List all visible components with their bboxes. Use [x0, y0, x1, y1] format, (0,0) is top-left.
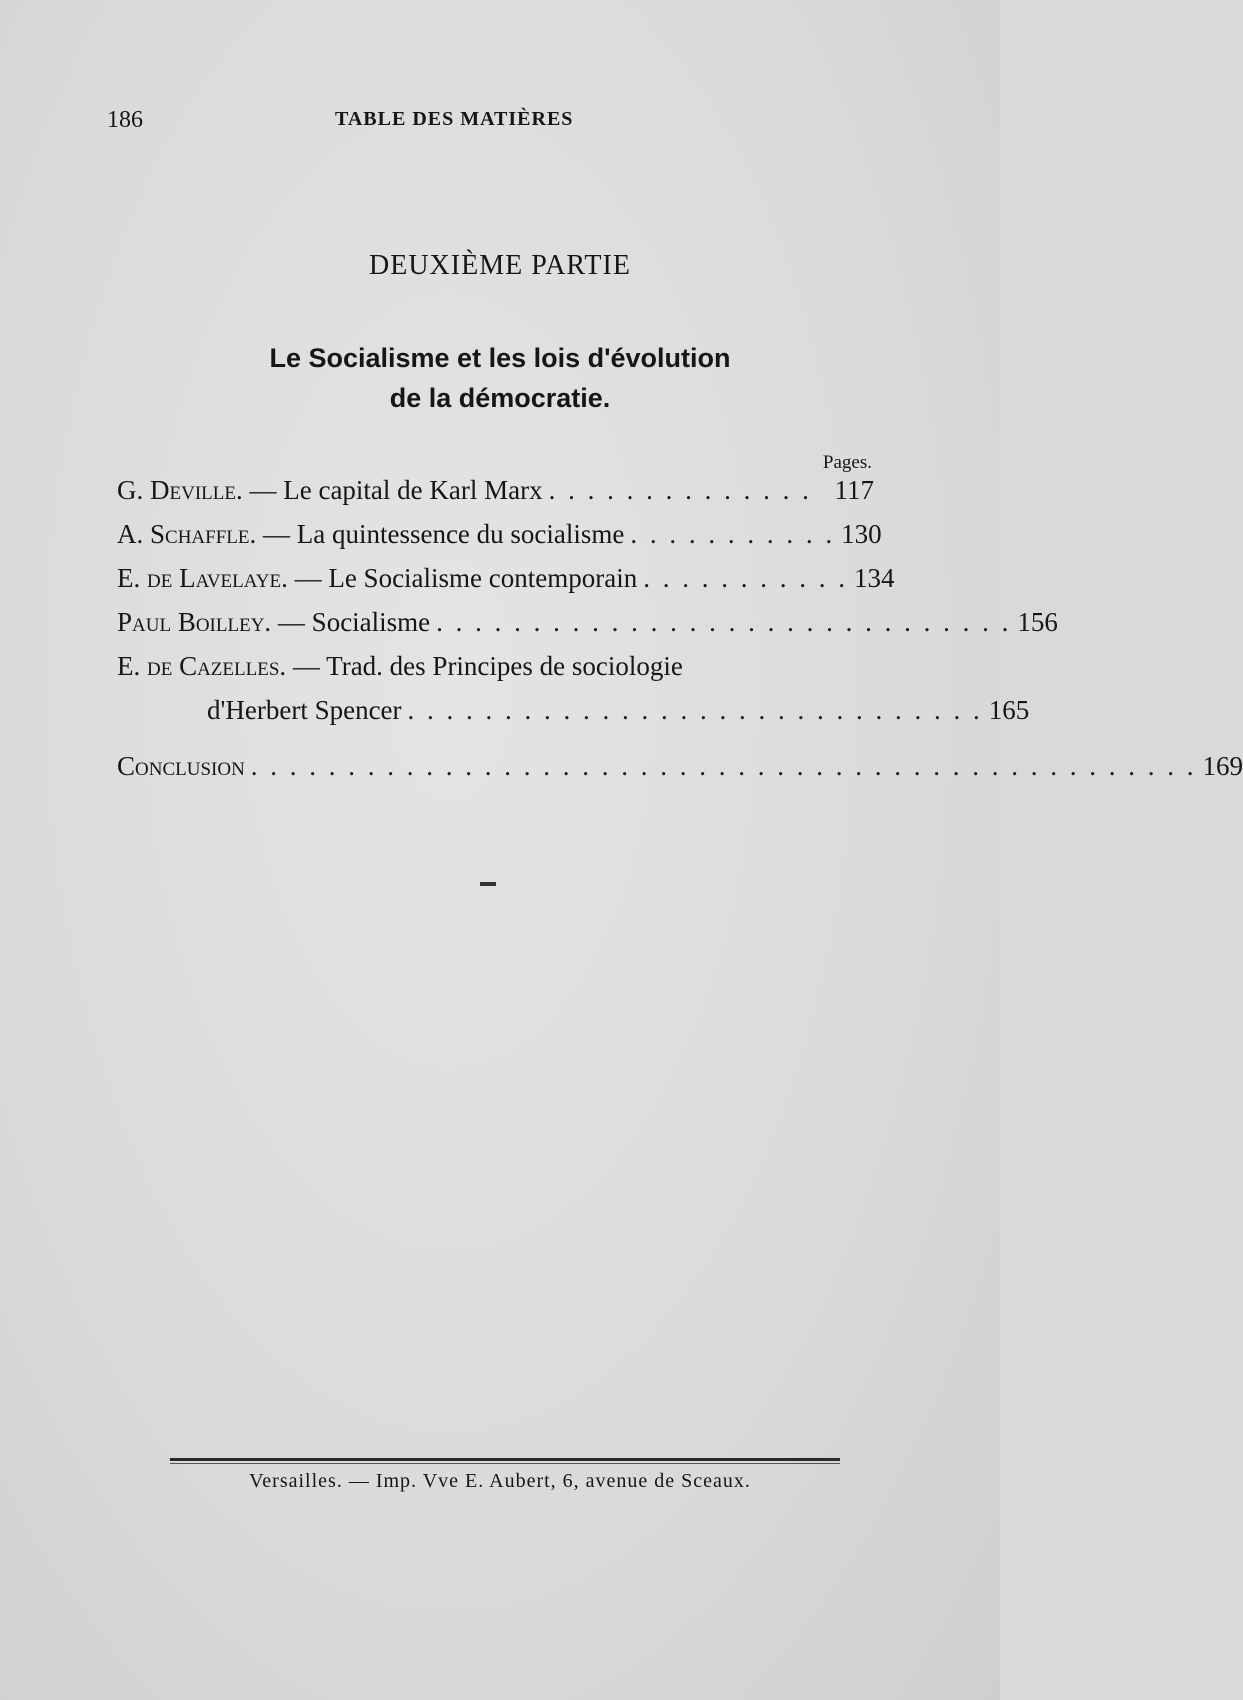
colophon-rule: [170, 1458, 840, 1461]
toc-page-number: 165: [988, 695, 1030, 725]
toc-entry: [117, 475, 874, 519]
toc-author: G. Deville.: [117, 475, 243, 505]
toc-conclusion: [117, 751, 1243, 795]
dot-leader: . . . . . . . . . . . . . .: [548, 475, 812, 505]
toc-author: Paul Boilley.: [117, 607, 272, 637]
part-title: DEUXIÈME PARTIE: [369, 250, 631, 281]
toc-entry-text: [117, 651, 683, 682]
toc-author: E. de Lavelaye.: [117, 563, 288, 593]
table-of-contents: [117, 475, 1243, 795]
ornament-dash: [480, 882, 496, 886]
toc-title: Conclusion: [117, 751, 245, 781]
toc-page-number: 169: [1202, 751, 1243, 781]
dot-leader: . . . . . . . . . . . . . . . . . . . . . . . . . . . . . . . . . . . . . . . . . . . . . . . . .: [250, 751, 1197, 781]
spacer: [117, 739, 874, 751]
toc-title: — Le capital de Karl Marx: [249, 475, 543, 505]
dot-leader: . . . . . . . . . . . . . . . . . . . . . . . . . . . . . .: [436, 607, 1012, 637]
toc-title: — Trad. des Principes de sociologie: [292, 651, 683, 681]
running-head: TABLE DES MATIÈRES: [335, 108, 574, 130]
toc-entry: [117, 651, 874, 695]
dot-leader: . . . . . . . . . . .: [630, 519, 836, 549]
toc-title: — Socialisme: [277, 607, 431, 637]
toc-page-number: 117: [834, 475, 874, 505]
toc-page-number: 156: [1017, 607, 1058, 637]
toc-page-number: 130: [841, 519, 882, 549]
dot-leader: . . . . . . . . . . . . . . . . . . . . . . . . . . . . . .: [407, 695, 983, 725]
section-title-line-1: Le Socialisme et les lois d'évolution: [269, 343, 731, 373]
toc-title: — La quintessence du socialisme: [262, 519, 625, 549]
colophon-rule-thin: [170, 1463, 840, 1464]
toc-entry: [117, 607, 1058, 651]
dot-leader: . . . . . . . . . . .: [643, 563, 848, 593]
toc-entry-text: [207, 695, 402, 726]
toc-entry-text: [117, 607, 430, 638]
page-number: 186: [107, 107, 143, 133]
toc-title: — Le Socialisme contemporain: [294, 563, 638, 593]
toc-entry: [117, 563, 895, 607]
toc-entry-continuation: [117, 695, 1030, 739]
toc-entry: [117, 519, 882, 563]
pages-column-label: Pages.: [822, 452, 872, 473]
section-title: [0, 338, 1000, 418]
toc-entry-text: [117, 475, 543, 506]
toc-author: E. de Cazelles.: [117, 651, 287, 681]
toc-page-number: 134: [853, 563, 895, 593]
toc-author: A. Schaffle.: [117, 519, 257, 549]
section-title-line-2: de la démocratie.: [389, 383, 611, 413]
toc-entry-text: [117, 519, 624, 550]
printer-colophon: Versailles. — Imp. Vve E. Aubert, 6, avenue de Sceaux.: [249, 1470, 751, 1492]
toc-entry-text: [117, 563, 637, 594]
toc-title: d'Herbert Spencer: [207, 695, 402, 725]
